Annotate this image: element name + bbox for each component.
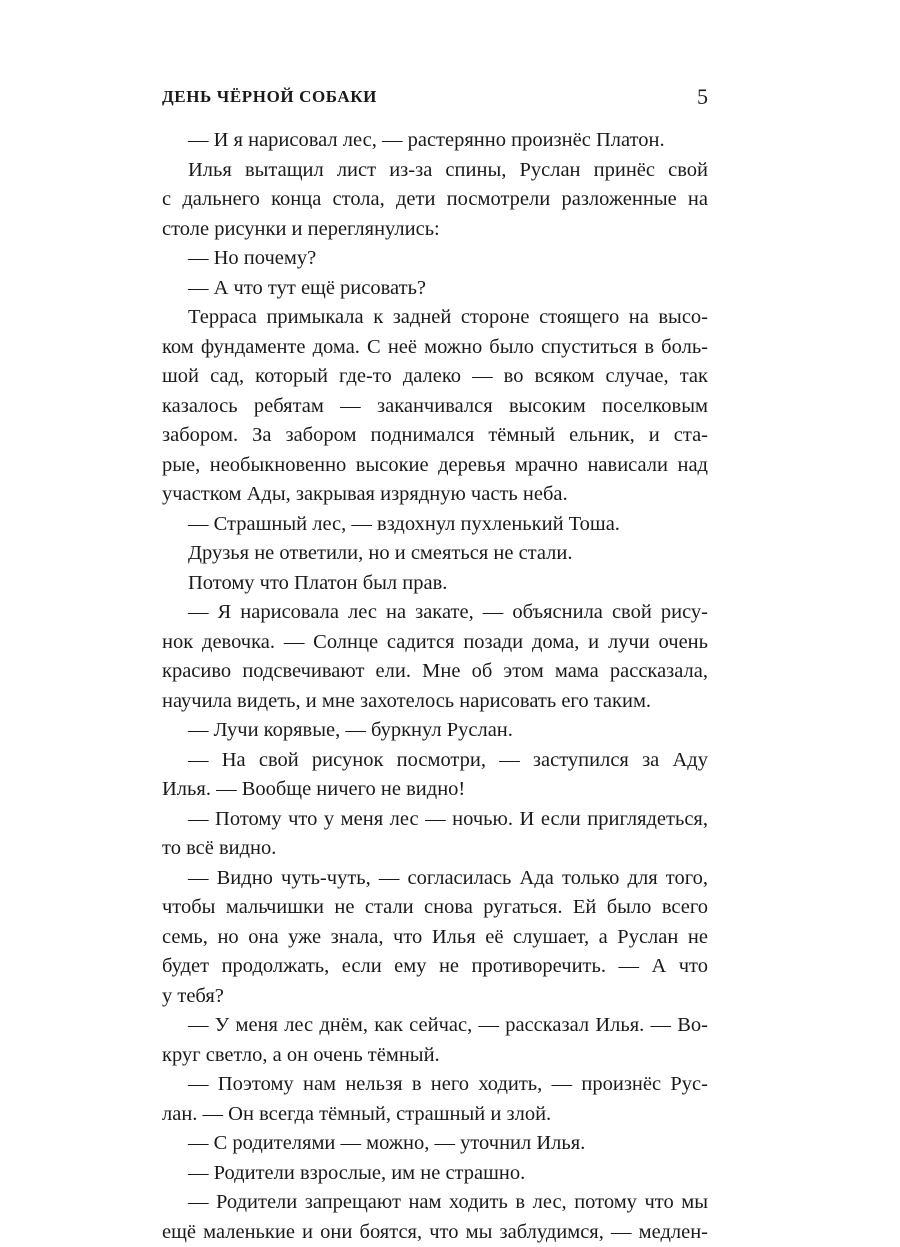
text-line: — А что тут ещё рисовать? xyxy=(162,274,708,304)
text-line: — Но почему? xyxy=(162,244,708,274)
text-line: чтобы мальчишки не стали снова ругаться. Ей было всего xyxy=(162,893,708,923)
text-line: с дальнего конца стола, дети посмотрели разложенные на xyxy=(162,185,708,215)
text-line: Илья вытащил лист из-за спины, Руслан принёс свой xyxy=(162,156,708,186)
text-line: Илья. — Вообще ничего не видно! xyxy=(162,775,708,805)
text-line: — Родители взрослые, им не страшно. xyxy=(162,1159,708,1189)
text-line: — Родители запрещают нам ходить в лес, потому что мы xyxy=(162,1188,708,1218)
text-line: — И я нарисовал лес, — растерянно произнёс Платон. xyxy=(162,126,708,156)
text-line: участком Ады, закрывая изрядную часть неба. xyxy=(162,480,708,510)
text-line: — Потому что у меня лес — ночью. И если приглядеться, xyxy=(162,805,708,835)
text-line: лан. — Он всегда тёмный, страшный и злой. xyxy=(162,1100,708,1130)
text-line: столе рисунки и переглянулись: xyxy=(162,215,708,245)
text-line: — У меня лес днём, как сейчас, — рассказал Илья. — Во- xyxy=(162,1011,708,1041)
text-line: рые, необыкновенно высокие деревья мрачно нависали над xyxy=(162,451,708,481)
text-line: Друзья не ответили, но и смеяться не стали. xyxy=(162,539,708,569)
text-line: шой сад, который где-то далеко — во всяком случае, так xyxy=(162,362,708,392)
text-line: у тебя? xyxy=(162,982,708,1012)
text-line: — Я нарисовала лес на закате, — объяснила свой рису- xyxy=(162,598,708,628)
text-line: — Поэтому нам нельзя в него ходить, — произнёс Рус- xyxy=(162,1070,708,1100)
body-text xyxy=(162,126,708,1247)
text-line: семь, но она уже знала, что Илья её слушает, а Руслан не xyxy=(162,923,708,953)
text-line: — Лучи корявые, — буркнул Руслан. xyxy=(162,716,708,746)
text-line: — С родителями — можно, — уточнил Илья. xyxy=(162,1129,708,1159)
running-title: ДЕНЬ ЧЁРНОЙ СОБАКИ xyxy=(162,87,377,107)
page-number: 5 xyxy=(697,84,708,110)
text-line: будет продолжать, если ему не противоречить. — А что xyxy=(162,952,708,982)
text-line: забором. За забором поднимался тёмный ельник, и ста- xyxy=(162,421,708,451)
text-line: ком фундаменте дома. С неё можно было спуститься в боль- xyxy=(162,333,708,363)
text-line: казалось ребятам — заканчивался высоким поселковым xyxy=(162,392,708,422)
text-line: круг светло, а он очень тёмный. xyxy=(162,1041,708,1071)
text-line: то всё видно. xyxy=(162,834,708,864)
running-head xyxy=(162,84,708,114)
text-line: — Видно чуть-чуть, — согласилась Ада только для того, xyxy=(162,864,708,894)
text-line: — На свой рисунок посмотри, — заступился за Аду xyxy=(162,746,708,776)
text-line: Потому что Платон был прав. xyxy=(162,569,708,599)
text-line: — Страшный лес, — вздохнул пухленький Тоша. xyxy=(162,510,708,540)
text-line: красиво подсвечивают ели. Мне об этом мама рассказала, xyxy=(162,657,708,687)
text-line: Терраса примыкала к задней стороне стоящего на высо- xyxy=(162,303,708,333)
text-line: научила видеть, и мне захотелось нарисовать его таким. xyxy=(162,687,708,717)
text-line: нок девочка. — Солнце садится позади дома, и лучи очень xyxy=(162,628,708,658)
text-line: ещё маленькие и они боятся, что мы заблудимся, — медлен- xyxy=(162,1218,708,1247)
